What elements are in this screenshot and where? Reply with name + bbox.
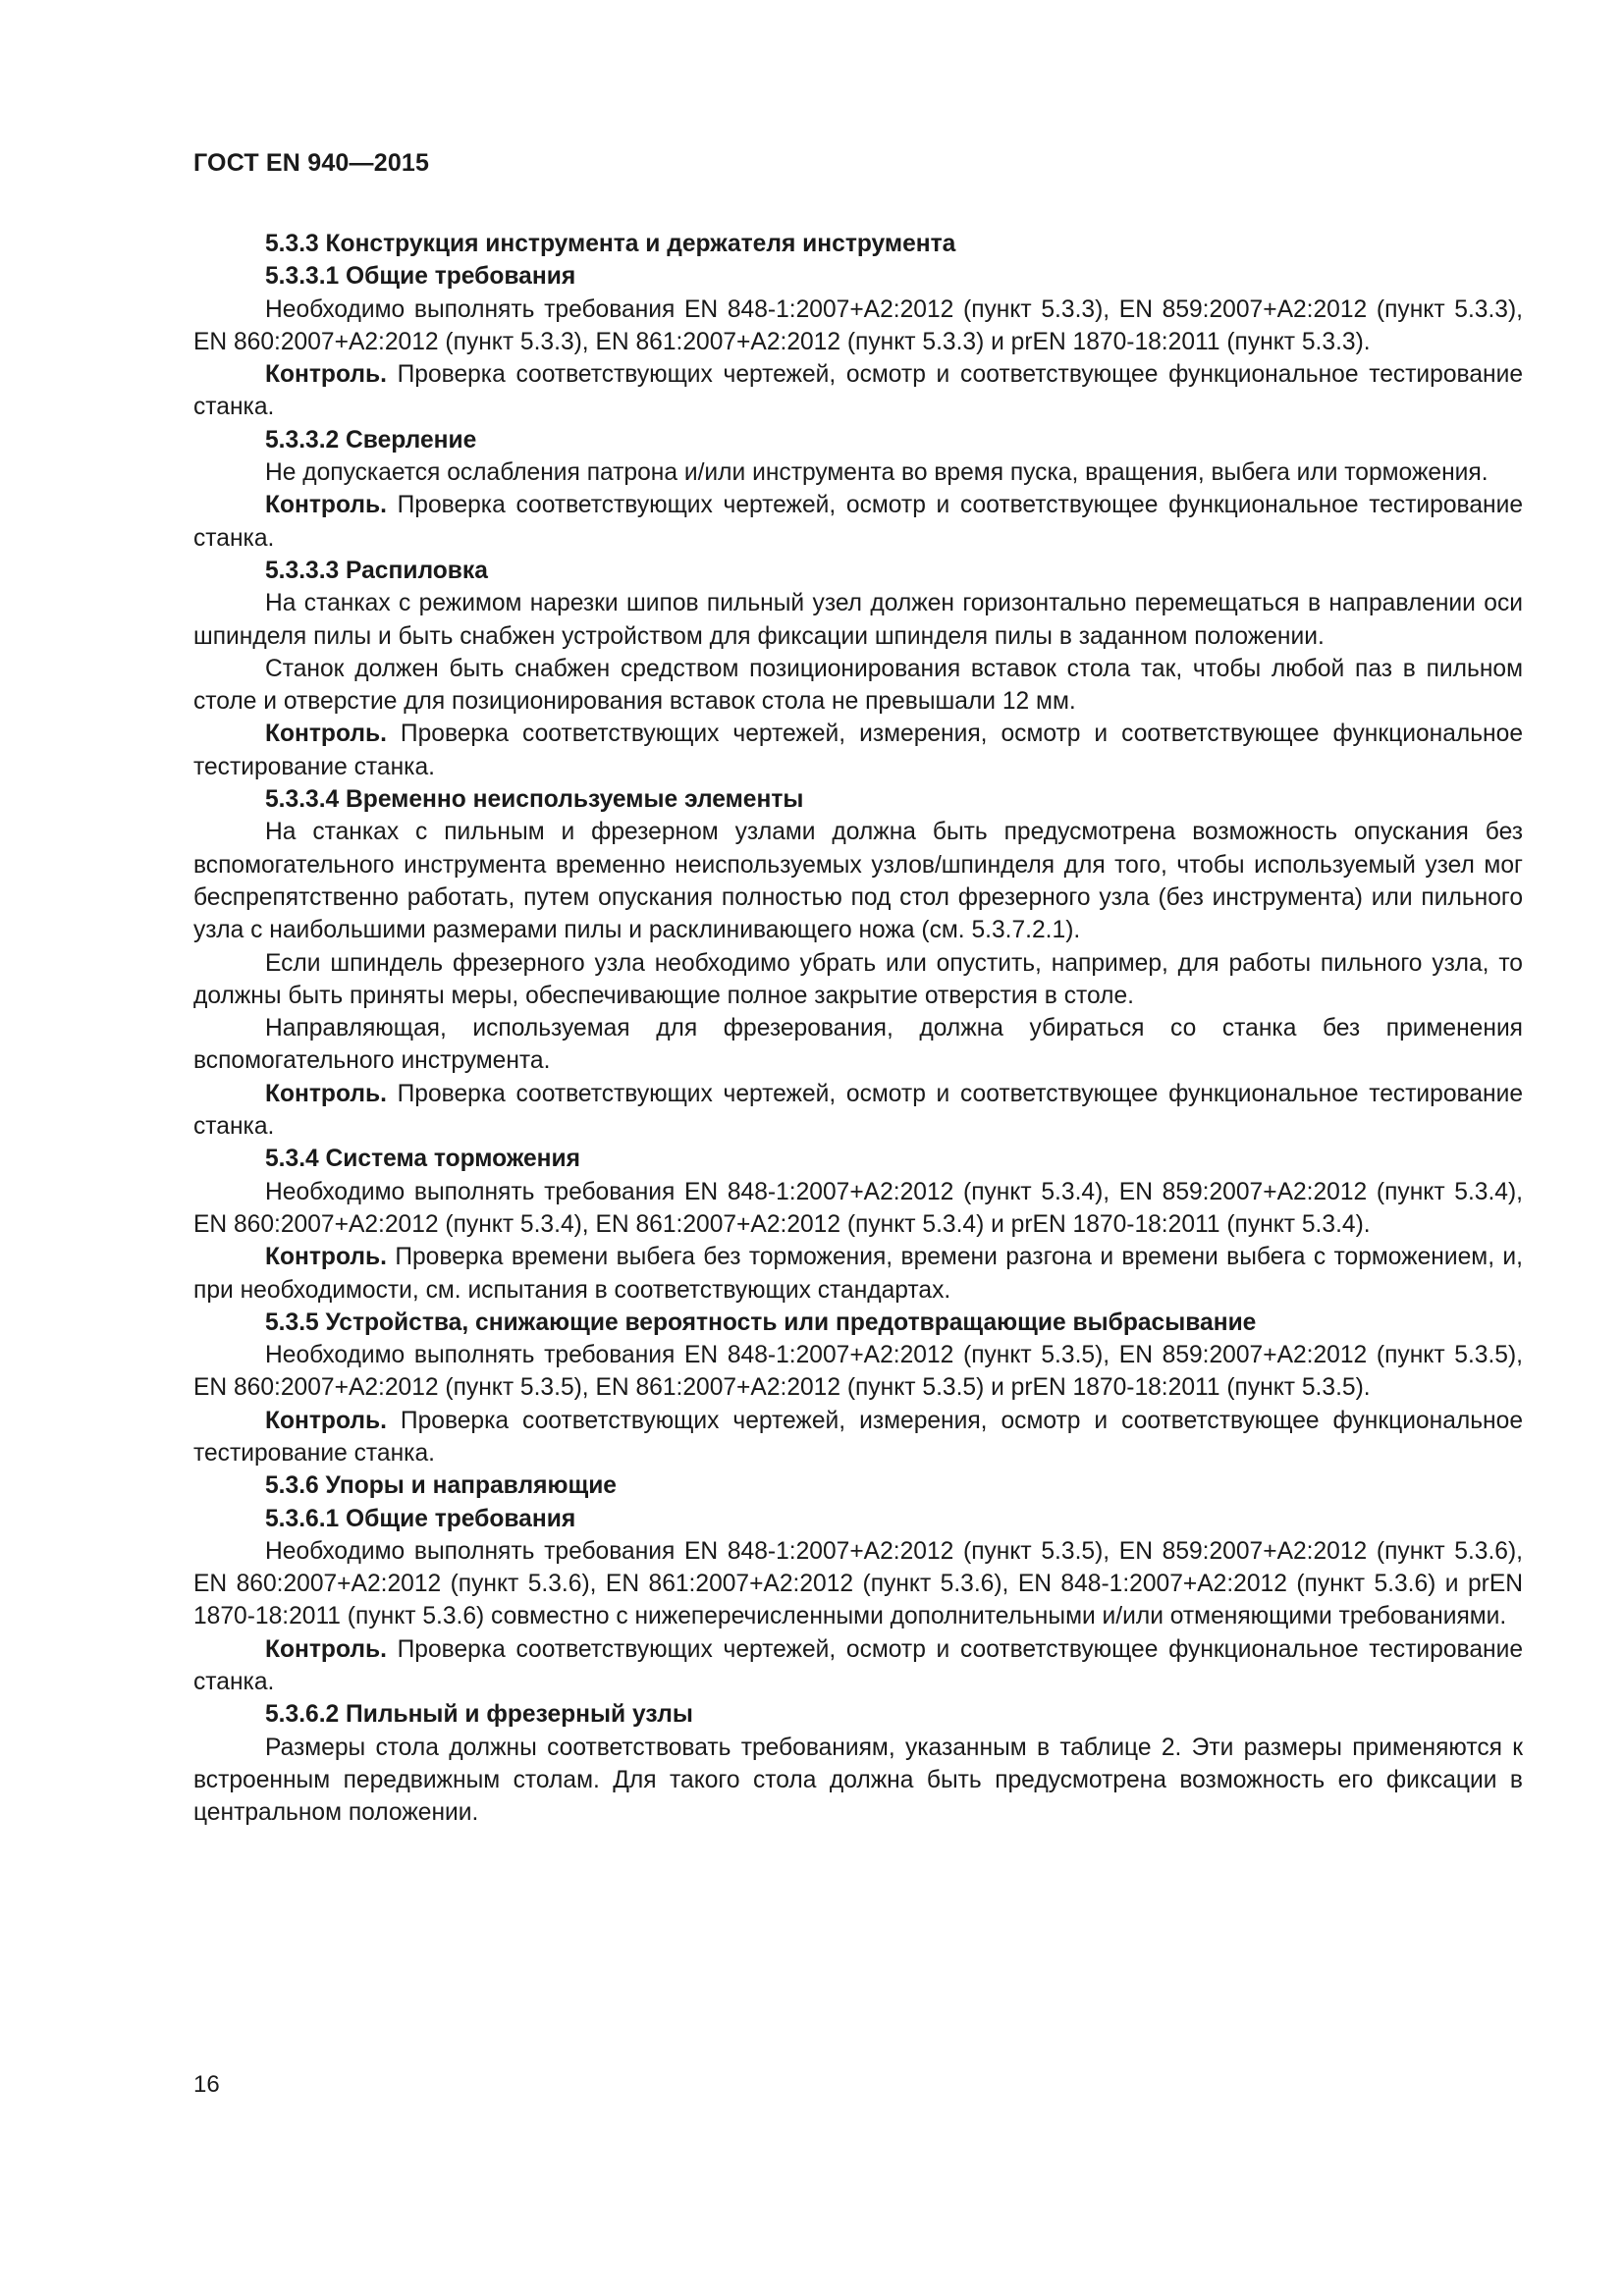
section-heading: 5.3.3.3 Распиловка: [265, 557, 488, 584]
control-text: Проверка соответствующих чертежей, измерения, осмотр и соответствующее функциональное тестирование станка.: [193, 721, 1523, 780]
body-paragraph: Если шпиндель фрезерного узла необходимо убрать или опустить, например, для работы пильного узла, то должны быть приняты меры, обеспечивающие полное закрытие отверстия в столе.: [193, 949, 1523, 1009]
section-heading: 5.3.4 Система торможения: [265, 1146, 580, 1173]
control-paragraph: [193, 1241, 1523, 1307]
page-number: 16: [193, 2071, 220, 2098]
control-text: Проверка соответствующих чертежей, осмотр и соответствующее функциональное тестирование станка.: [193, 361, 1523, 421]
control-paragraph: [193, 718, 1523, 783]
control-label: Контроль.: [265, 721, 387, 748]
body-paragraph: На станках с пильным и фрезерном узлами должна быть предусмотрена возможность опускания без вспомогательного инструмента временно неиспользуемых узлов/шпинделя для того, чтобы используемый узел мог беспрепятственно работать, путем опускания полностью под стол фрезерного узла (без инструмента) или пильного узла с наибольшими размерами пилы и расклинивающего ножа (см. 5.3.7.2.1).: [193, 819, 1523, 944]
section-heading: 5.3.6.2 Пильный и фрезерный узлы: [265, 1701, 693, 1729]
body-paragraph: Необходимо выполнять требования EN 848-1:2007+A2:2012 (пункт 5.3.5), EN 859:2007+A2:2012 (пункт 5.3.6), EN 860:2007+A2:2012 (пункт 5.3.6), EN 861:2007+A2:2012 (пункт 5.3.6), EN 848-1:2007+A2:2012 (пункт 5.3.6) и prEN 1870-18:2011 (пункт 5.3.6) совместно с нижеперечисленными дополнительными и/или отменяющими требованиями.: [193, 1537, 1523, 1630]
section-heading: 5.3.5 Устройства, снижающие вероятность или предотвращающие выбрасывание: [265, 1308, 1257, 1336]
control-label: Контроль.: [265, 1407, 387, 1434]
document-body: [193, 228, 1523, 1830]
control-paragraph: [193, 358, 1523, 424]
section-heading: 5.3.6 Упоры и направляющие: [265, 1472, 617, 1500]
control-text: Проверка соответствующих чертежей, осмотр и соответствующее функциональное тестирование станка.: [193, 1635, 1523, 1696]
control-label: Контроль.: [265, 492, 387, 519]
section-heading: 5.3.3 Конструкция инструмента и держателя инструмента: [265, 231, 956, 257]
body-paragraph: Не допускается ослабления патрона и/или инструмента во время пуска, вращения, выбега или торможения.: [265, 459, 1489, 487]
body-paragraph: Станок должен быть снабжен средством позиционирования вставок стола так, чтобы любой паз в пильном столе и отверстие для позиционирования вставок стола не превышали 12 мм.: [193, 655, 1523, 716]
control-label: Контроль.: [265, 1635, 387, 1663]
control-label: Контроль.: [265, 361, 387, 389]
document-header: ГОСТ EN 940—2015: [193, 149, 430, 177]
body-paragraph: На станках с режимом нарезки шипов пильный узел должен горизонтально перемещаться в направлении оси шпинделя пилы и быть снабжен устройством для фиксации шпинделя пилы в заданном положении.: [193, 590, 1523, 650]
control-paragraph: [193, 1633, 1523, 1699]
control-text: Проверка соответствующих чертежей, измерения, осмотр и соответствующее функциональное тестирование станка.: [193, 1407, 1523, 1467]
control-label: Контроль.: [265, 1244, 387, 1271]
control-text: Проверка времени выбега без торможения, времени разгона и времени выбега с торможением, и, при необходимости, см. испытания в соответствующих стандартах.: [193, 1244, 1523, 1304]
body-paragraph: Размеры стола должны соответствовать требованиям, указанным в таблице 2. Эти размеры применяются к встроенным передвижным столам. Для такого стола должна быть предусмотрена возможность его фиксации в центральном положении.: [193, 1734, 1523, 1827]
control-text: Проверка соответствующих чертежей, осмотр и соответствующее функциональное тестирование станка.: [193, 1080, 1523, 1141]
body-paragraph: Направляющая, используемая для фрезерования, должна убираться со станка без применения вспомогательного инструмента.: [193, 1015, 1523, 1075]
body-paragraph: Необходимо выполнять требования EN 848-1:2007+A2:2012 (пункт 5.3.3), EN 859:2007+A2:2012 (пункт 5.3.3), EN 860:2007+A2:2012 (пункт 5.3.3), EN 861:2007+A2:2012 (пункт 5.3.3) и prEN 1870-18:2011 (пункт 5.3.3).: [193, 295, 1523, 355]
control-paragraph: [193, 489, 1523, 555]
control-text: Проверка соответствующих чертежей, осмотр и соответствующее функциональное тестирование станка.: [193, 492, 1523, 552]
section-heading: 5.3.3.1 Общие требования: [265, 263, 576, 291]
section-heading: 5.3.3.2 Сверление: [265, 426, 477, 454]
control-paragraph: [193, 1405, 1523, 1470]
body-paragraph: Необходимо выполнять требования EN 848-1:2007+A2:2012 (пункт 5.3.5), EN 859:2007+A2:2012 (пункт 5.3.5), EN 860:2007+A2:2012 (пункт 5.3.5), EN 861:2007+A2:2012 (пункт 5.3.5) и prEN 1870-18:2011 (пункт 5.3.5).: [193, 1342, 1523, 1402]
section-heading: 5.3.6.1 Общие требования: [265, 1505, 576, 1532]
control-label: Контроль.: [265, 1080, 387, 1107]
section-heading: 5.3.3.4 Временно неиспользуемые элементы: [265, 786, 804, 814]
control-paragraph: [193, 1078, 1523, 1144]
body-paragraph: Необходимо выполнять требования EN 848-1:2007+A2:2012 (пункт 5.3.4), EN 859:2007+A2:2012 (пункт 5.3.4), EN 860:2007+A2:2012 (пункт 5.3.4), EN 861:2007+A2:2012 (пункт 5.3.4) и prEN 1870-18:2011 (пункт 5.3.4).: [193, 1178, 1523, 1238]
